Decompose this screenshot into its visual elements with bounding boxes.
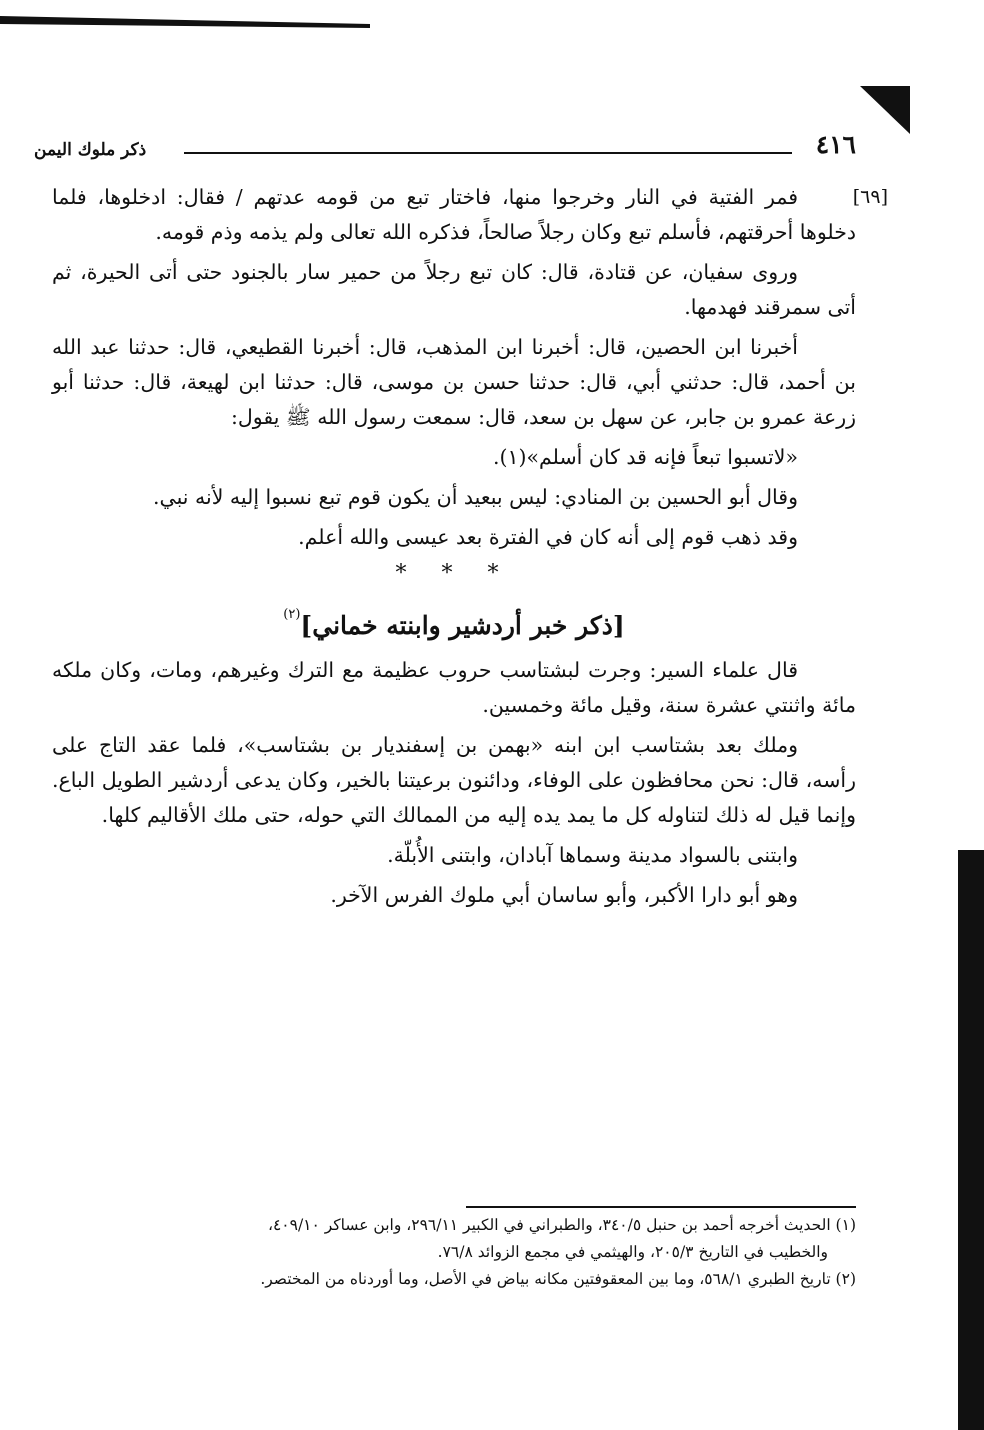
section-heading-footnote-mark: (٢) xyxy=(283,607,301,622)
margin-page-reference: [٦٩] xyxy=(852,186,888,208)
page-header xyxy=(34,128,884,168)
section-heading xyxy=(52,593,856,648)
page-number: ٤١٦ xyxy=(815,130,856,159)
paragraph: وهو أبو دارا الأكبر، وأبو ساسان أبي ملوك الفرس الآخر. xyxy=(330,883,798,907)
scan-edge-artifact-right xyxy=(958,850,984,1430)
paragraph: وقال أبو الحسين بن المنادي: ليس ببعيد أن يكون قوم تبع نسبوا إليه لأنه نبي. xyxy=(153,485,798,509)
footnotes xyxy=(52,1212,856,1293)
section-separator: * * * xyxy=(395,561,513,586)
footnote-rule xyxy=(466,1206,856,1208)
footnote: (٢) تاريخ الطبري ٥٦٨/١، وما بين المعقوفتين مكانه بياض في الأصل، وما أوردناه من المختصر. xyxy=(260,1270,856,1288)
paragraph: وقد ذهب قوم إلى أنه كان في الفترة بعد عيسى والله أعلم. xyxy=(298,525,798,549)
main-text xyxy=(52,180,888,918)
footnote: (١) الحديث أخرجه أحمد بن حنبل ٣٤٠/٥، والطبراني في الكبير ٢٩٦/١١، وابن عساكر ٤٠٩/١٠، xyxy=(267,1216,856,1234)
book-page xyxy=(34,0,888,1430)
paragraph: فمر الفتية في النار وخرجوا منها، فاختار تبع من قومه عدتهم / فقال: ادخلوها، فلما دخلوها أحرقتهم، فأسلم تبع وكان رجلاً صالحاً، فذكره الله تعالى ولم يذمه وذم قومه. xyxy=(52,185,856,244)
running-title: ذكر ملوك اليمن xyxy=(34,140,147,160)
footnote-continuation: والخطيب في التاريخ ٢٠٥/٣، والهيثمي في مجمع الزوائد ٧٦/٨. xyxy=(437,1243,828,1261)
paragraph: وروى سفيان، عن قتادة، قال: كان تبع رجلاً من حمير سار بالجنود حتى أتى الحيرة، ثم أتى سمرقند فهدمها. xyxy=(52,260,856,319)
paragraph: وملك بعد بشتاسب ابن ابنه «بهمن بن إسفنديار بن بشتاسب»، فلما عقد التاج على رأسه، قال: نحن محافظون على الوفاء، ودائنون برعيتنا بالخير، وكان يدعى أردشير الطويل الباع. وإنما قيل له ذلك لتناوله كل ما يمد يده إليه من الممالك التي حوله، حتى ملك الأقاليم كلها. xyxy=(52,733,856,827)
paragraph: أخبرنا ابن الحصين، قال: أخبرنا ابن المذهب، قال: أخبرنا القطيعي، قال: حدثنا عبد الله بن أحمد، قال: حدثني أبي، قال: حدثنا حسن بن موسى، قال: حدثنا ابن لهيعة، قال: حدثنا أبو زرعة عمرو بن جابر، عن سهل بن سعد، قال: سمعت رسول الله ﷺ يقول: xyxy=(52,335,856,429)
paragraph: وابتنى بالسواد مدينة وسماها آبادان، وابتنى الأُبلّة. xyxy=(387,843,798,867)
paragraph: قال علماء السير: وجرت لبشتاسب حروب عظيمة مع الترك وغيرهم، ومات، وكان ملكه مائة واثنتي عشرة سنة، وقيل مائة وخمسين. xyxy=(52,658,856,717)
header-rule xyxy=(184,152,792,154)
hadith-quote: «لاتسبوا تبعاً فإنه قد كان أسلم»(١). xyxy=(492,445,798,469)
section-heading-text: [ذكر خبر أردشير وابنته خماني] xyxy=(300,611,625,640)
